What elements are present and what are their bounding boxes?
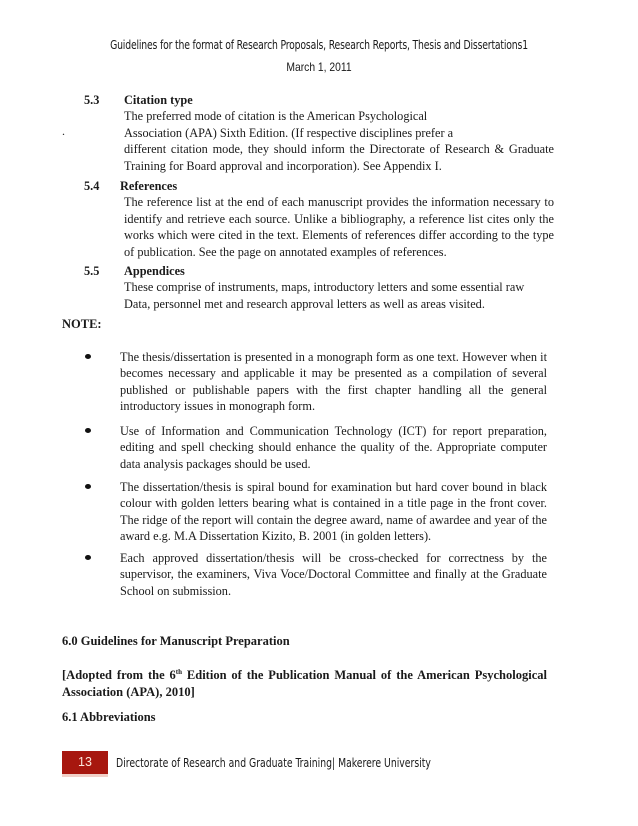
section-heading: References (120, 179, 178, 193)
bullet-item: Each approved dissertation/thesis will be cross-checked for correctness by the supervisor, the examiners, Viva Voce/Doctoral Committee and finally at the Graduate School on submission. (120, 550, 547, 599)
bullet-dot-icon (85, 354, 91, 359)
bullet-item: The thesis/dissertation is presented in a monograph form as one text. However when it becomes necessary and applicable it may be presented as a compilation of several published or publishable papers with the first chapter handling all the general introductory issues in monograph form. (120, 349, 547, 415)
bullet-item: The dissertation/thesis is spiral bound for examination but hard cover bound in black colour with golden letters bearing what is contained in a title page in the front cover. The ridge of the report will contain the degree award, name of awardee and year of the award e.g. M.A Dissertation Kizito, B. 2001 (in golden letters). (120, 479, 547, 545)
bullet-item: Use of Information and Communication Technology (ICT) for report preparation, editing and spell checking should enhance the quality of the. Appropriate computer data analysis packages should be used. (120, 423, 547, 472)
page-number: 13 (78, 755, 92, 769)
section-line: The preferred mode of citation is the American Psychological (124, 109, 428, 124)
note-label: NOTE: (62, 317, 102, 331)
bullet-dot-icon (85, 555, 91, 560)
section-number: 5.3 (84, 93, 100, 107)
section-line: The reference list at the end of each manuscript provides the information necessary to identify and retrieve each source. Unlike a bibliography, a reference list cites only the works which were cited in the text. Elements of references differ according to the type of publication. See the page on annotated examples of references. (124, 195, 554, 259)
section-number: 5.4 (84, 179, 100, 193)
section-heading: Citation type (124, 93, 193, 107)
section-heading: Appendices (124, 264, 185, 278)
section-line: These comprise of instruments, maps, introductory letters and some essential raw (124, 280, 525, 295)
running-header-date: March 1, 2011 (286, 60, 352, 74)
section-line: Data, personnel met and research approval letters as well as areas visited. (124, 296, 485, 311)
heading-6-1: 6.1 Abbreviations (62, 710, 156, 724)
section-line: Association (APA) Sixth Edition. (If respective disciplines prefer a (124, 125, 454, 140)
bullet-dot-icon (85, 428, 91, 433)
section-line: different citation mode, they should inform the Directorate of Research & Graduate Training for Board approval and incorporation). See Appendix I. (124, 142, 554, 173)
running-header-title: Guidelines for the format of Research Proposals, Research Reports, Thesis and Dissertations1 (110, 38, 528, 52)
heading-6-0: 6.0 Guidelines for Manuscript Preparation (62, 634, 290, 648)
stray-mark: . (62, 124, 65, 138)
section-number: 5.5 (84, 264, 100, 278)
footer-text: Directorate of Research and Graduate Training| Makerere University (116, 756, 431, 770)
bullet-dot-icon (85, 484, 91, 489)
adopted-note: [Adopted from the 6th Edition of the Publication Manual of the American Psychological Association (APA), 2010] (62, 668, 547, 700)
